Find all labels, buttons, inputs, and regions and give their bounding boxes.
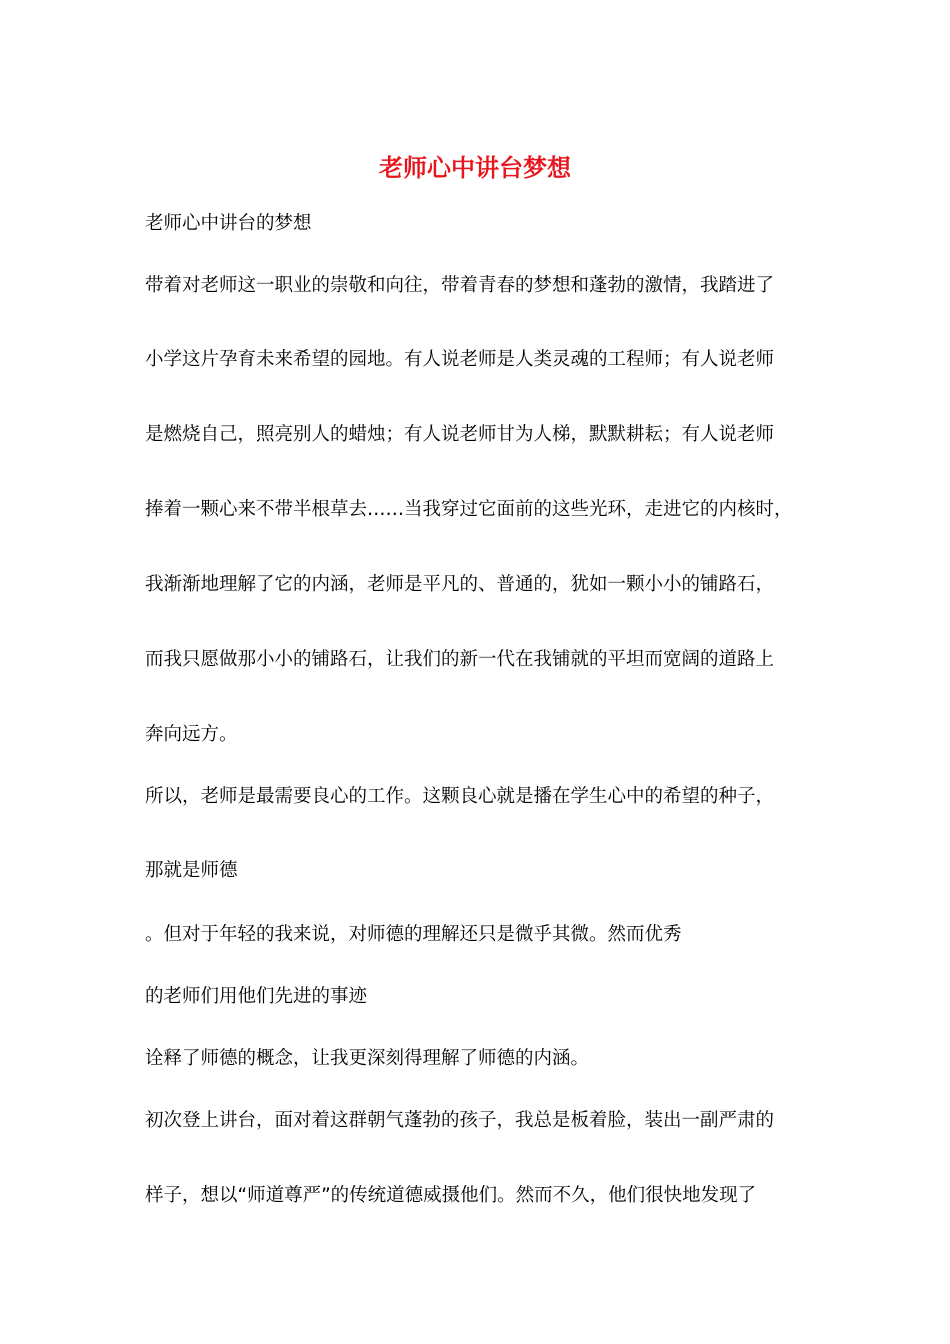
body-line: 。但对于年轻的我来说，对师德的理解还只是微乎其微。然而优秀 [145,924,682,945]
body-line: 捧着一颗心来不带半根草去……当我穿过它面前的这些光环，走进它的内核时， [145,499,793,520]
body-line: 初次登上讲台，面对着这群朝气蓬勃的孩子，我总是板着脸，装出一副严肃的 [145,1110,775,1131]
body-line: 那就是师德 [145,860,238,881]
body-line: 我渐渐地理解了它的内涵，老师是平凡的、普通的，犹如一颗小小的铺路石， [145,574,775,595]
body-line: 小学这片孕育未来希望的园地。有人说老师是人类灵魂的工程师；有人说老师 [145,349,775,370]
body-line: 所以，老师是最需要良心的工作。这颗良心就是播在学生心中的希望的种子， [145,786,775,807]
subtitle-line: 老师心中讲台的梦想 [145,213,312,234]
document-title: 老师心中讲台梦想 [379,154,571,182]
body-line: 带着对老师这一职业的崇敬和向往，带着青春的梦想和蓬勃的激情，我踏进了 [145,275,775,296]
body-line: 而我只愿做那小小的铺路石，让我们的新一代在我铺就的平坦而宽阔的道路上 [145,649,775,670]
body-line: 是燃烧自己，照亮别人的蜡烛；有人说老师甘为人梯，默默耕耘；有人说老师 [145,424,775,445]
body-line: 诠释了师德的概念，让我更深刻得理解了师德的内涵。 [145,1048,590,1069]
body-line: 的老师们用他们先进的事迹 [145,986,368,1007]
body-line: 奔向远方。 [145,724,238,745]
body-line: 样子，想以“师道尊严”的传统道德威摄他们。然而不久，他们很快地发现了 [145,1185,757,1206]
